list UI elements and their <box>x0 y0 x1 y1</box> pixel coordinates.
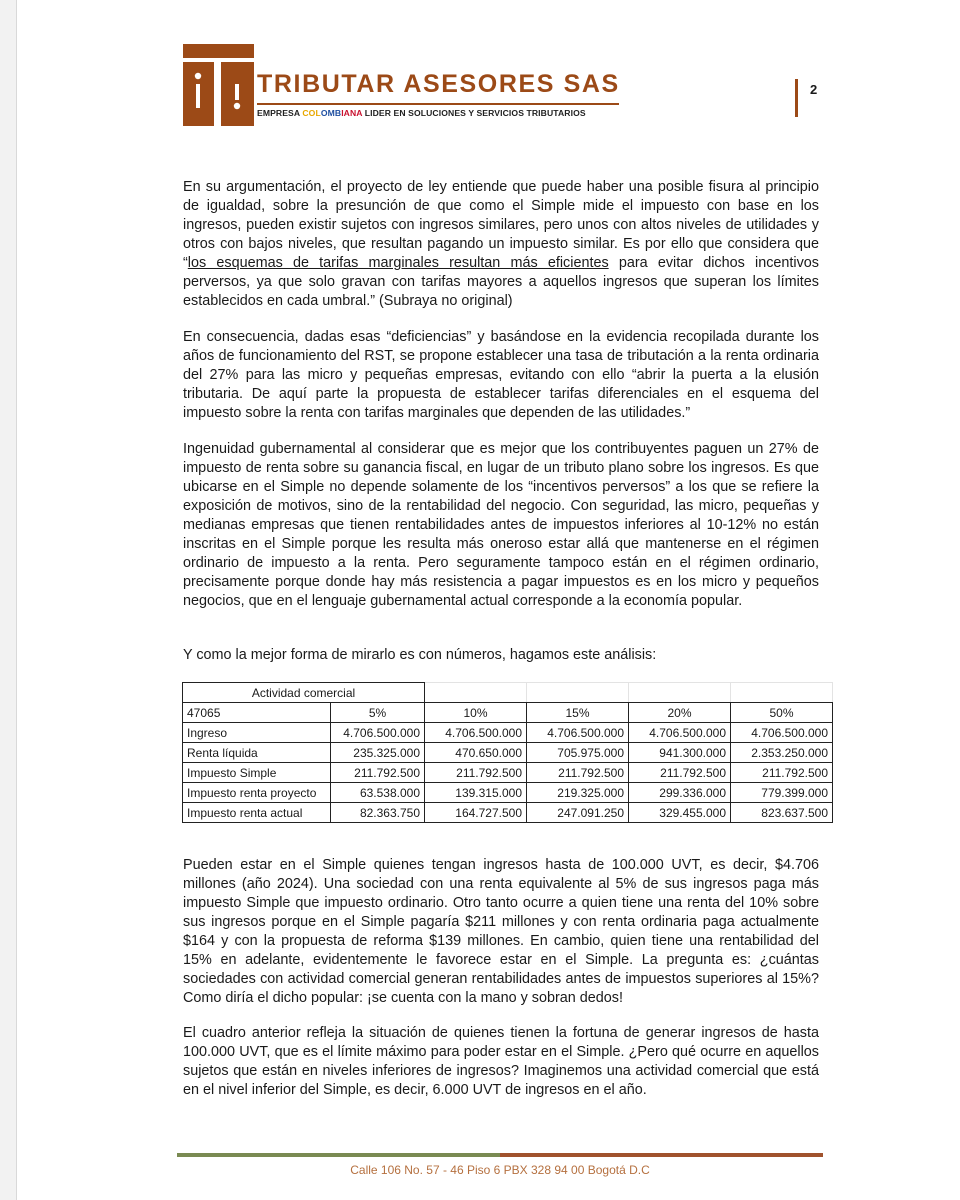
table-cell: 4.706.500.000 <box>527 723 629 743</box>
tagline-flag-red: IANA <box>341 108 363 118</box>
table-cell: 4.706.500.000 <box>331 723 425 743</box>
table-blank-cell <box>527 683 629 703</box>
table-cell: 705.975.000 <box>527 743 629 763</box>
comparison-table <box>182 682 833 823</box>
paragraph-1-text: En su argumentación, el proyecto de ley entiende que puede haber una posible fisura al principio de igualdad, sobre la presunción de que como el Simple mide el impuesto con base en los ingresos, pueden existir sujetos con ingresos similares, pero unos con altos niveles de utilidades y otros con bajos niveles, que resultan pagando un impuesto similar. Es por ello que considera que “ <box>183 179 819 271</box>
page-number-bar <box>795 79 798 117</box>
table-row <box>183 743 833 763</box>
table-column-header: 10% <box>425 703 527 723</box>
table-title: Actividad comercial <box>183 683 425 703</box>
table-cell: 211.792.500 <box>331 763 425 783</box>
table-cell: 779.399.000 <box>731 783 833 803</box>
paragraph-5: Pueden estar en el Simple quienes tengan ingresos hasta de 100.000 UVT, es decir, $4.706 millones (año 2024). Una sociedad con una renta equivalente al 5% de sus ingresos paga más impuesto Simple que impuesto ordinario. Otro tanto ocurre a quien tiene una renta del 10% sobre sus ingresos porque en el Simple pagaría $211 millones y con renta ordinaria paga actualmente $164 y con la propuesta de reforma $139 millones. En cambio, quien tiene una rentabilidad del 15% en adelante, evidentemente le favorece estar en el Simple. La pregunta es: ¿cuántas sociedades con actividad comercial generan rentabilidades antes de impuestos superiores al 15%? Como diría el dicho popular: ¡se cuenta con la mano y sobran dedos! <box>183 857 819 1006</box>
table-column-header: 15% <box>527 703 629 723</box>
table-row <box>183 783 833 803</box>
table-column-header: 5% <box>331 703 425 723</box>
table-row-label: Impuesto renta proyecto <box>183 783 331 803</box>
paragraph-1-text-end: para evitar dichos incentivos perversos, ya que solo gravan con tarifas mayores a aquellos ingresos que superan los límites establecidos en cada umbral.” (Subraya no original) <box>183 255 819 309</box>
table-title-row <box>183 683 833 703</box>
table-cell: 4.706.500.000 <box>425 723 527 743</box>
header-rule <box>257 103 619 105</box>
table-row <box>183 763 833 783</box>
tagline-flag-blue: OMB <box>320 108 342 118</box>
table-cell: 247.091.250 <box>527 803 629 823</box>
table-row-label: Impuesto renta actual <box>183 803 331 823</box>
table-cell: 823.637.500 <box>731 803 833 823</box>
table-cell: 4.706.500.000 <box>629 723 731 743</box>
table-cell: 235.325.000 <box>331 743 425 763</box>
table-cell: 211.792.500 <box>527 763 629 783</box>
company-name: TRIBUTAR ASESORES SAS <box>257 70 620 98</box>
footer-rule-green <box>177 1153 500 1157</box>
table-blank-cell <box>425 683 527 703</box>
table-cell: 219.325.000 <box>527 783 629 803</box>
tagline-suffix: LIDER EN SOLUCIONES Y SERVICIOS TRIBUTARIOS <box>362 108 586 118</box>
paragraph-1 <box>183 178 819 311</box>
paragraph-2: En consecuencia, dadas esas “deficiencias” y basándose en la evidencia recopilada durante los años de funcionamiento del RST, se propone establecer una tasa de tributación a la renta ordinaria del 27% para las micro y pequeñas empresas, evitando con ello “abrir la puerta a la elusión tributaria. De aquí parte la propuesta de establecer tarifas diferenciales en el esquema del impuesto sobre la renta con tarifas marginales que dependen de las utilidades.” <box>183 329 819 421</box>
table-header-row <box>183 703 833 723</box>
table-cell: 211.792.500 <box>731 763 833 783</box>
table-blank-cell <box>731 683 833 703</box>
table-row <box>183 803 833 823</box>
paragraph-6: El cuadro anterior refleja la situación de quienes tienen la fortuna de generar ingresos de hasta 100.000 UVT, que es el límite máximo para poder estar en el Simple. ¿Pero qué ocurre en aquellos sujetos que están en niveles inferiores de ingresos? Imaginemos una actividad comercial que está en el nivel inferior del Simple, es decir, 6.000 UVT de ingresos en el año. <box>183 1025 819 1098</box>
footer-address: Calle 106 No. 57 - 46 Piso 6 PBX 328 94 00 Bogotá D.C <box>350 1163 650 1177</box>
table-cell: 329.455.000 <box>629 803 731 823</box>
tagline-prefix: EMPRESA <box>257 108 303 118</box>
company-logo <box>183 44 254 126</box>
paragraph-3: Ingenuidad gubernamental al considerar que es mejor que los contribuyentes paguen un 27% de impuesto de renta sobre su ganancia fiscal, en lugar de un tributo plano sobre los ingresos. Es que ubicarse en el Simple no depende solamente de los “incentivos perversos” a los que se refiere la exposición de motivos, sino de la rentabilidad del negocio. Con seguridad, las micro, pequeñas y medianas empresas que tienen rentabilidades antes de impuestos inferiores al 10-12% no están inscritas en el Simple porque les resulta más oneroso estar allá que mantenerse en el régimen ordinario de impuesto a la renta. Pero seguramente tampoco están en el régimen ordinario, precisamente porque donde hay más resistencia a pagar impuestos es en los micro y pequeños negocios, que en el lenguaje gubernamental actual corresponde a la economía popular. <box>183 441 819 609</box>
table-cell: 211.792.500 <box>629 763 731 783</box>
page-left-edge <box>0 0 17 1200</box>
table-activity-code: 47065 <box>183 703 331 723</box>
page-number: 2 <box>810 82 818 97</box>
paragraph-1-underlined-quote: los esquemas de tarifas marginales resultan más eficientes <box>187 255 609 271</box>
table-cell: 139.315.000 <box>425 783 527 803</box>
footer-rule-brown <box>500 1153 823 1157</box>
table-cell: 63.538.000 <box>331 783 425 803</box>
table-row-label: Ingreso <box>183 723 331 743</box>
table-cell: 299.336.000 <box>629 783 731 803</box>
table-cell: 82.363.750 <box>331 803 425 823</box>
table-cell: 4.706.500.000 <box>731 723 833 743</box>
table-column-header: 50% <box>731 703 833 723</box>
table-cell: 2.353.250.000 <box>731 743 833 763</box>
table-cell: 211.792.500 <box>425 763 527 783</box>
table-cell: 164.727.500 <box>425 803 527 823</box>
table-row-label: Impuesto Simple <box>183 763 331 783</box>
table-cell: 941.300.000 <box>629 743 731 763</box>
table-blank-cell <box>629 683 731 703</box>
table-row-label: Renta líquida <box>183 743 331 763</box>
company-tagline <box>257 108 586 118</box>
table-column-header: 20% <box>629 703 731 723</box>
paragraph-4: Y como la mejor forma de mirarlo es con números, hagamos este análisis: <box>183 647 657 663</box>
tagline-flag-yellow: COL <box>302 108 321 118</box>
table-row <box>183 723 833 743</box>
table-cell: 470.650.000 <box>425 743 527 763</box>
